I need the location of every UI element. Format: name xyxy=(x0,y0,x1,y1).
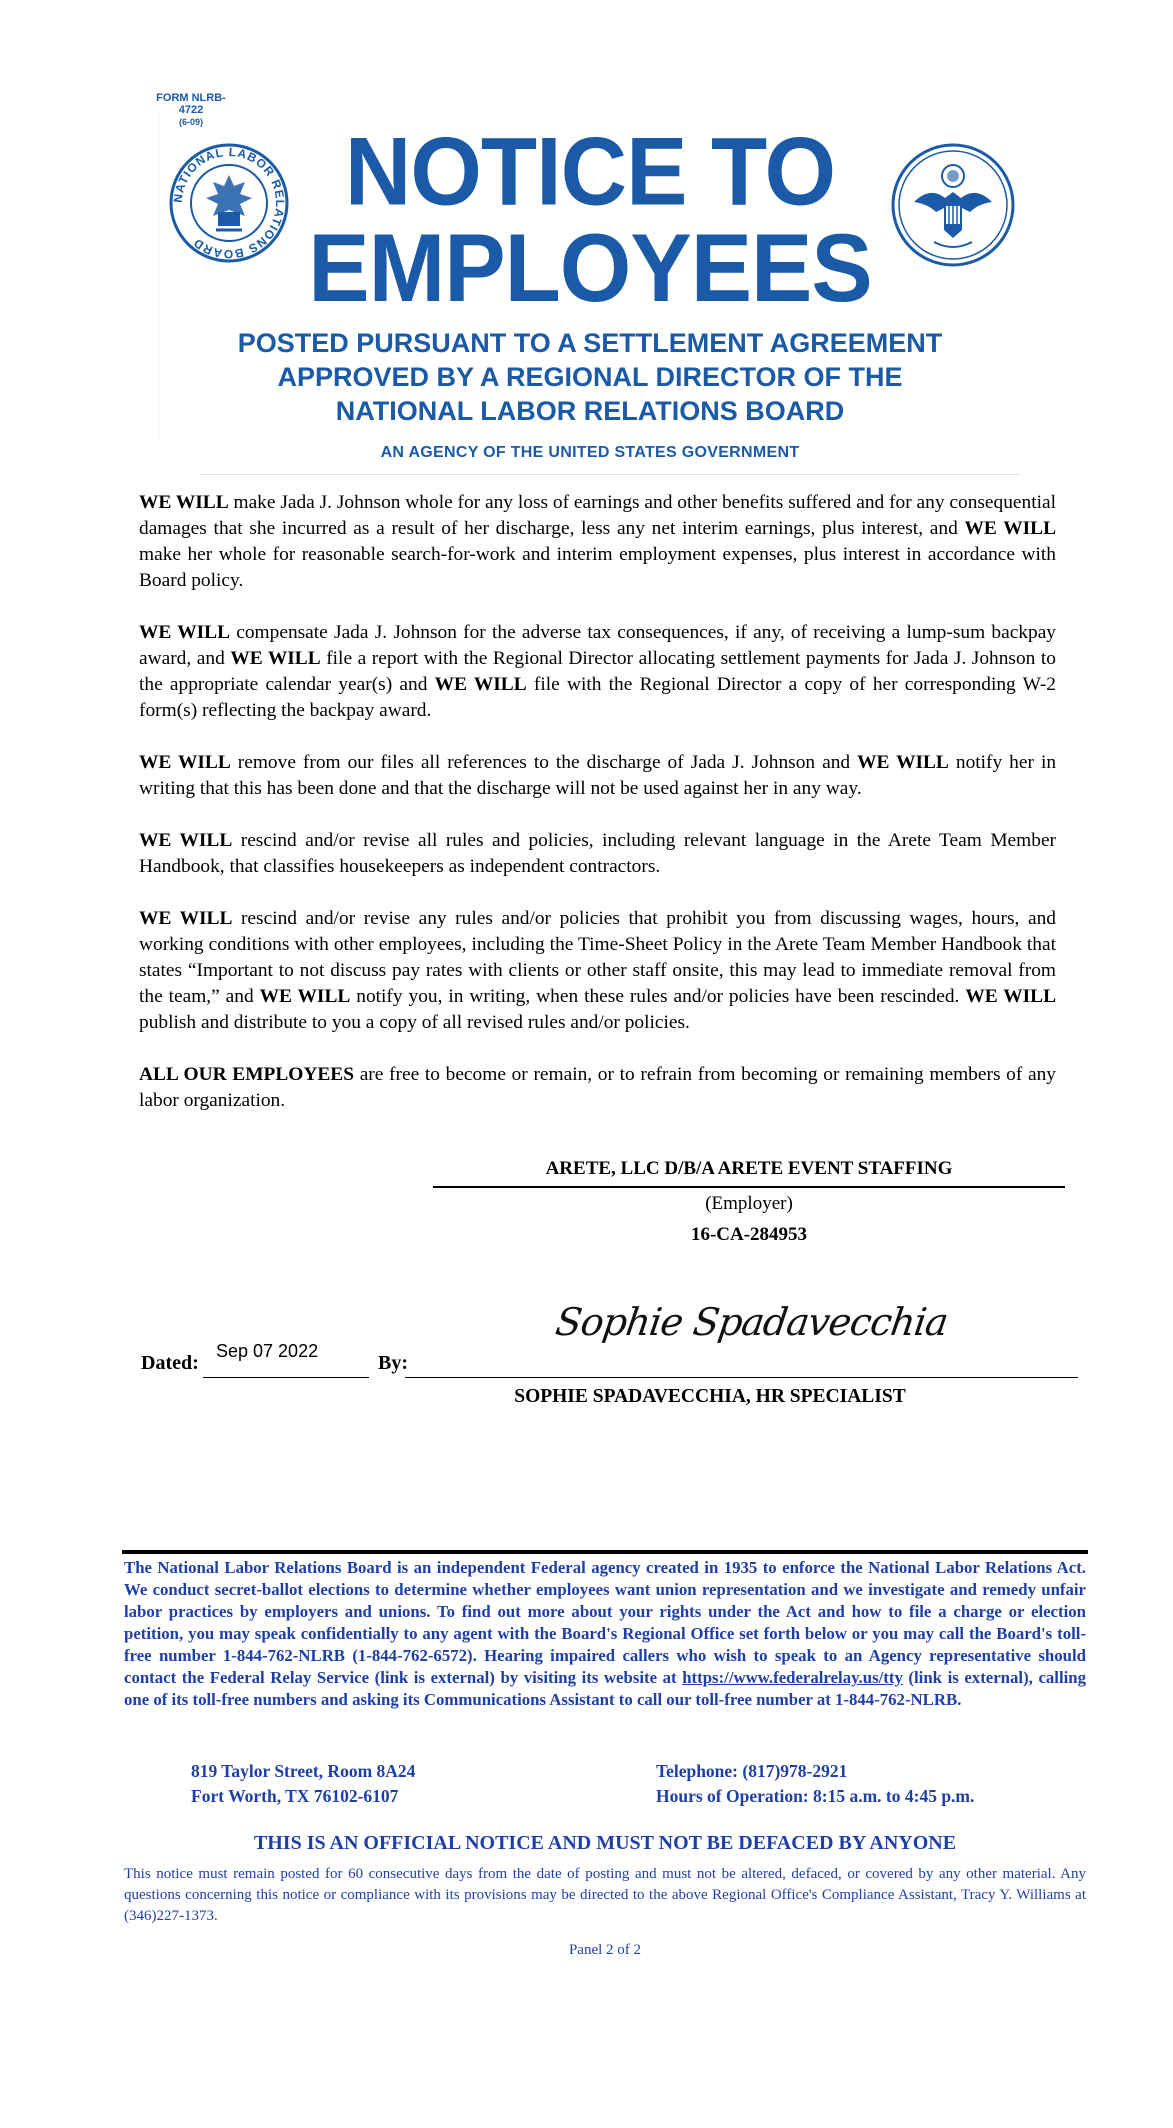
employer-role: (Employer) xyxy=(705,1193,793,1214)
subtitle-line-3: NATIONAL LABOR RELATIONS BOARD xyxy=(335,396,845,426)
dated-value: Sep 07 2022 xyxy=(216,1341,319,1361)
paragraph xyxy=(139,620,1056,724)
paragraph-text: make her whole for reasonable search-for-work and interim employment expenses, plus interest in accordance with Board policy. xyxy=(139,544,1056,591)
address-line-1: 819 Taylor Street, Room 8A24 xyxy=(191,1761,416,1781)
we-will-lead: WE WILL xyxy=(259,986,351,1007)
nlrb-seal-icon xyxy=(168,142,290,264)
telephone: Telephone: (817)978-2921 xyxy=(656,1761,848,1781)
employer-name: ARETE, LLC D/B/A ARETE EVENT STAFFING xyxy=(433,1156,1065,1188)
we-will-lead: WE WILL xyxy=(139,908,233,929)
seal-ring-text: NATIONAL LABOR RELATIONS BOARD xyxy=(170,144,288,262)
notice-body xyxy=(139,490,1056,1140)
official-notice: THIS IS AN OFFICIAL NOTICE AND MUST NOT BE DEFACED BY ANYONE xyxy=(253,1832,957,1854)
agency-line: AN AGENCY OF THE UNITED STATES GOVERNMENT xyxy=(380,444,800,461)
title-line-1: NOTICE TO xyxy=(344,118,836,226)
paragraph-text: file a report with the Regional Director allocating settlement payments for Jada J. Johnson to the appropriate calendar year(s) and xyxy=(139,648,1056,695)
nlrb-about xyxy=(124,1557,1086,1711)
paragraph-text: rescind and/or revise any rules and/or policies that prohibit you from discussing wages, hours, and working conditions with other employees, including the Time-Sheet Policy in the Arete Team Member Handbook that states “Important to not discuss pay rates with clients or other staff onsite, this may lead to immediate removal from the team,” and xyxy=(139,908,1056,1007)
subtitle-line-1: POSTED PURSUANT TO A SETTLEMENT AGREEMENT xyxy=(237,328,943,358)
case-number: 16-CA-284953 xyxy=(690,1224,808,1245)
all-employees-lead: ALL OUR EMPLOYEES xyxy=(139,1064,355,1085)
employer-block xyxy=(433,1156,1065,1250)
subtitle xyxy=(160,326,1020,428)
we-will-lead: WE WILL xyxy=(965,986,1057,1007)
regional-address xyxy=(191,1759,415,1809)
paragraph-text: notify you, in writing, when these rules and/or policies have been rescinded. xyxy=(350,986,966,1007)
dated-underline xyxy=(203,1377,369,1378)
we-will-lead: WE WILL xyxy=(139,752,231,773)
form-number-text: FORM NLRB-4722 xyxy=(156,92,226,116)
header-left-divider xyxy=(158,112,159,442)
about-text: The National Labor Relations Board is an independent Federal agency created in 1935 to enforce the National Labor Relations Act. We conduct secret-ballot elections to determine whether employees want union representation and we investigate and remedy unfair labor practices by employers and unions. To find out more about your rights under the Act and how to file a charge or election petition, you may speak confidentially to any agent with the Board's Regional Office set forth below or you may call the Board's toll-free number 1-844-762-NLRB (1-844-762-6572). Hearing impaired callers who wish to speak to an Agency representative should contact the Federal Relay Service (link is external) by visiting its website at xyxy=(124,1558,1086,1687)
header-divider xyxy=(200,474,1020,475)
we-will-lead: WE WILL xyxy=(139,492,229,513)
footer-divider xyxy=(122,1550,1088,1554)
paragraph xyxy=(139,1062,1056,1114)
paragraph-text: rescind and/or revise all rules and policies, including relevant language in the Arete Team Member Handbook, that classifies housekeepers as independent contractors. xyxy=(139,830,1057,877)
regional-contact xyxy=(656,1759,974,1809)
we-will-lead: WE WILL xyxy=(434,674,527,695)
we-will-lead: WE WILL xyxy=(139,622,231,643)
paragraph-text: are free to become or remain, or to refrain from becoming or remaining members of any labor organization. xyxy=(139,1064,1056,1111)
dated-label: Dated: xyxy=(141,1352,199,1374)
paragraph xyxy=(139,750,1056,802)
form-number xyxy=(146,92,236,128)
federal-relay-link[interactable]: https://www.federalrelay.us/tty xyxy=(682,1668,903,1687)
subtitle-line-2: APPROVED BY A REGIONAL DIRECTOR OF THE xyxy=(277,362,903,392)
paragraph xyxy=(139,906,1056,1036)
signer-name: SOPHIE SPADAVECCHIA, HR SPECIALIST xyxy=(514,1386,906,1407)
form-revision: (6-09) xyxy=(178,117,203,127)
paragraph xyxy=(139,828,1056,880)
about-text: (link is external), calling one of its toll-free numbers and asking its Communications Assistant to call our toll-free number at 1-844-762-NLRB. xyxy=(124,1668,1086,1709)
paragraph-text: make Jada J. Johnson whole for any loss of earnings and other benefits suffered and for any consequential damages that she incurred as a result of her discharge, less any net interim earnings, plus interest, and xyxy=(139,492,1056,539)
great-seal-icon xyxy=(890,142,1016,268)
page-title xyxy=(290,118,890,322)
title-line-2: EMPLOYEES xyxy=(308,214,872,322)
paragraph-text: remove from our files all references to the discharge of Jada J. Johnson and xyxy=(230,752,858,773)
paragraph-text: publish and distribute to you a copy of all revised rules and/or policies. xyxy=(139,1012,690,1033)
we-will-lead: WE WILL xyxy=(857,752,949,773)
signature-line xyxy=(405,1377,1078,1378)
paragraph-text: compensate Jada J. Johnson for the adverse tax consequences, if any, of receiving a lump-sum backpay award, and xyxy=(139,622,1056,669)
paragraph-text: notify her in writing that this has been done and that the discharge will not be used against her in any way. xyxy=(139,752,1057,799)
we-will-lead: WE WILL xyxy=(964,518,1057,539)
paragraph xyxy=(139,490,1056,594)
paragraph-text: file with the Regional Director a copy of her corresponding W-2 form(s) reflecting the backpay award. xyxy=(139,674,1057,721)
by-label: By: xyxy=(378,1352,408,1374)
signature: Sophie Spadavecchia xyxy=(552,1300,951,1344)
we-will-lead: WE WILL xyxy=(230,648,321,669)
hours: Hours of Operation: 8:15 a.m. to 4:45 p.m. xyxy=(656,1786,975,1806)
address-line-2: Fort Worth, TX 76102-6107 xyxy=(191,1786,399,1806)
we-will-lead: WE WILL xyxy=(139,830,233,851)
posting-requirements: This notice must remain posted for 60 consecutive days from the date of posting and must not be altered, defaced, or covered by any other material. Any questions concerning this notice or compliance with its provisions may be directed to the above Regional Office's Compliance Assistant, Tracy Y. Williams at (346)227-1373. xyxy=(124,1866,1086,1924)
panel-number: Panel 2 of 2 xyxy=(568,1942,642,1958)
